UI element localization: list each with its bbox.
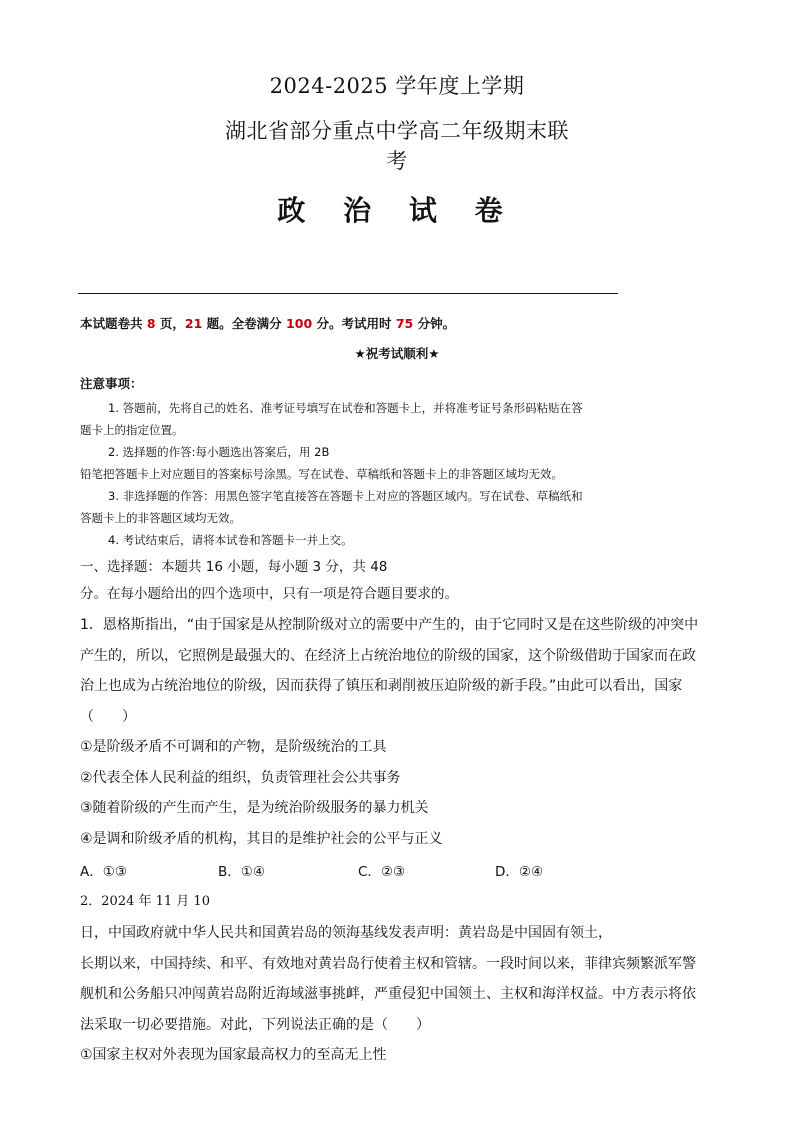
question-2-line: 日，中国政府就中华人民共和国黄岩岛的领海基线发表声明：黄岩岛是中国固有领土，	[80, 925, 612, 941]
question-1-line: 治上也成为占统治地位的阶级，因而获得了镇压和剥削被压迫阶级的新手段。”由此可以看出，国家	[80, 678, 683, 694]
note-3-line1: 3. 非选择题的作答：用黑色签字笔直接答在答题卡上对应的答题区域内。写在试卷、草稿纸和	[108, 489, 583, 503]
section-heading-line1: 一、选择题：本题共 16 小题，每小题 3 分，共 48	[80, 559, 388, 575]
subject-title: 政 治 试 卷	[277, 194, 517, 227]
option-a: A．①③	[80, 864, 127, 880]
statement-1: ①国家主权对外表现为国家最高权力的至高无上性	[80, 1047, 387, 1063]
note-2-line1: 2. 选择题的作答:每小题选出答案后，用 2B	[108, 445, 330, 459]
note-1-line2: 题卡上的指定位置。	[80, 423, 184, 437]
question-2-line: 舰机和公务船只冲闯黄岩岛附近海域滋事挑衅，严重侵犯中国领土、主权和海洋权益。中方表示将依	[80, 986, 696, 1002]
good-luck-line: ★祝考试顺利★	[354, 346, 440, 361]
statement-1: ①是阶级矛盾不可调和的产物，是阶级统治的工具	[80, 739, 387, 755]
note-3-line2: 答题卡上的非答题区域均无效。	[80, 511, 241, 525]
exam-info	[80, 314, 455, 332]
statement-3: ③随着阶级的产生而产生，是为统治阶级服务的暴力机关	[80, 800, 429, 816]
exam-name-title: 湖北省部分重点中学高二年级期末联	[225, 119, 569, 143]
exam-year-title: 2024-2025 学年度上学期	[269, 74, 525, 98]
divider-rule	[78, 293, 618, 294]
page-count: 8	[146, 316, 156, 331]
statement-2: ②代表全体人民利益的组织，负责管理社会公共事务	[80, 769, 401, 786]
info-text: 题。全卷满分	[202, 316, 287, 331]
option-b: B．①④	[218, 864, 265, 880]
question-1-line: 1．恩格斯指出，“由于国家是从控制阶级对立的需要中产生的，由于它同时又是在这些阶级的冲突中	[80, 617, 699, 633]
question-1	[80, 610, 720, 854]
info-text: 本试题卷共	[80, 316, 147, 331]
info-text: 分。考试用时	[312, 316, 396, 331]
info-text: 页，	[155, 316, 185, 331]
answer-blank: （ ）	[80, 708, 136, 725]
note-2-line2: 铅笔把答题卡上对应题目的答案标号涂黑。写在试卷、草稿纸和答题卡上的非答题区域均无效。	[80, 467, 563, 481]
question-count: 21	[184, 316, 203, 331]
exam-minutes: 75	[395, 316, 414, 331]
question-1-line: 产生的，所以，它照例是最强大的、在经济上占统治地位的阶级的国家，这个阶级借助于国家而在政	[80, 647, 696, 664]
option-d: D．②④	[495, 864, 544, 880]
full-score: 100	[286, 316, 313, 331]
question-2-line: 法采取一切必要措施。对此，下列说法正确的是（ ）	[80, 1016, 430, 1033]
note-1-line1: 1. 答题前，先将自己的姓名、准考证号填写在试卷和答题卡上，并将准考证号条形码粘贴在答	[108, 401, 583, 415]
question-2-line: 长期以来，中国持续、和平、有效地对黄岩岛行使着主权和管辖。一段时间以来，菲律宾频繁派军警	[80, 955, 696, 972]
option-c: C．②③	[358, 864, 406, 880]
section-heading-line2: 分。在每小题给出的四个选项中，只有一项是符合题目要求的。	[80, 586, 458, 602]
info-text: 分钟。	[413, 316, 456, 331]
note-4: 4. 考试结束后，请将本试卷和答题卡一并上交。	[108, 533, 353, 547]
statement-4: ④是调和阶级矛盾的机构，其目的是维护社会的公平与正义	[80, 830, 443, 847]
exam-name-title-cont: 考	[386, 149, 408, 173]
question-2-number-line: 2．2024 年 11 月 10	[80, 894, 210, 909]
question-2	[80, 918, 720, 1071]
notes-heading: 注意事项：	[80, 376, 143, 391]
